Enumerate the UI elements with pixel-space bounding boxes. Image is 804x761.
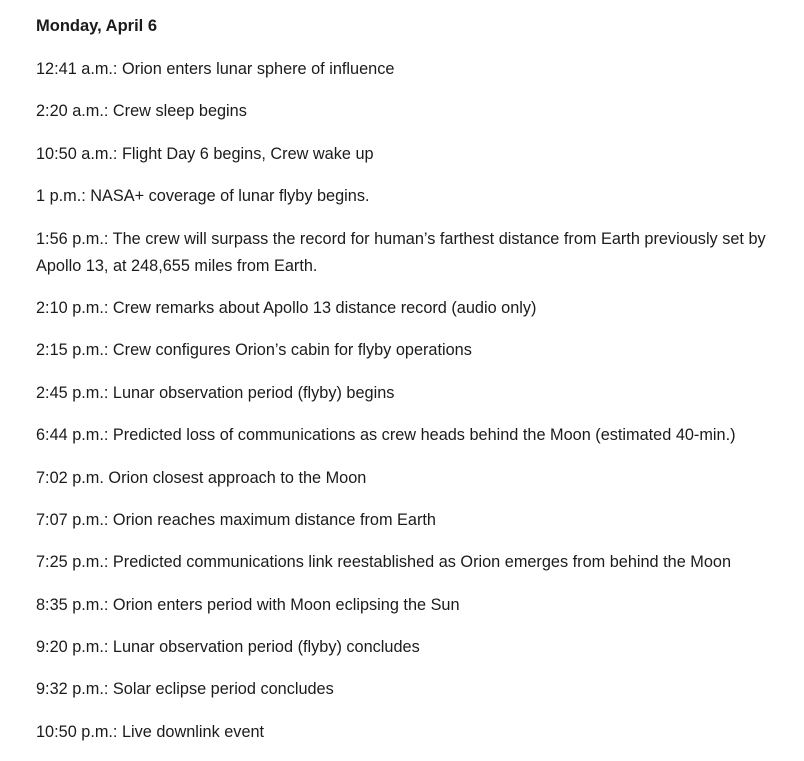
timeline-event: 1 p.m.: NASA+ coverage of lunar flyby begins. — [36, 187, 370, 206]
timeline-event: 1:56 p.m.: The crew will surpass the record for human’s farthest distance from Earth previously set by Apollo 13, at 248,655 miles from Earth. — [36, 229, 766, 275]
timeline-event: 9:32 p.m.: Solar eclipse period concludes — [36, 680, 334, 699]
timeline-event: 8:35 p.m.: Orion enters period with Moon eclipsing the Sun — [36, 595, 460, 614]
timeline-event: 7:07 p.m.: Orion reaches maximum distance from Earth — [36, 510, 436, 529]
timeline-event: 2:10 p.m.: Crew remarks about Apollo 13 distance record (audio only) — [36, 298, 537, 317]
timeline-article — [36, 14, 766, 761]
timeline-event: 9:20 p.m.: Lunar observation period (flyby) concludes — [36, 638, 420, 657]
timeline-event: 10:50 a.m.: Flight Day 6 begins, Crew wake up — [36, 144, 374, 163]
day-heading: Monday, April 6 — [36, 17, 158, 35]
timeline-event: 2:15 p.m.: Crew configures Orion’s cabin for flyby operations — [36, 341, 472, 360]
timeline-event: 7:25 p.m.: Predicted communications link reestablished as Orion emerges from behind the Moon — [36, 553, 732, 572]
timeline-event: 2:20 a.m.: Crew sleep begins — [36, 102, 247, 121]
timeline-event: 10:50 p.m.: Live downlink event — [36, 722, 265, 741]
timeline-event: 2:45 p.m.: Lunar observation period (flyby) begins — [36, 383, 395, 402]
timeline-event: 7:02 p.m. Orion closest approach to the Moon — [36, 468, 367, 487]
timeline-event: 6:44 p.m.: Predicted loss of communications as crew heads behind the Moon (estimated 40-min.) — [36, 426, 736, 445]
timeline-event: 12:41 a.m.: Orion enters lunar sphere of influence — [36, 60, 395, 78]
